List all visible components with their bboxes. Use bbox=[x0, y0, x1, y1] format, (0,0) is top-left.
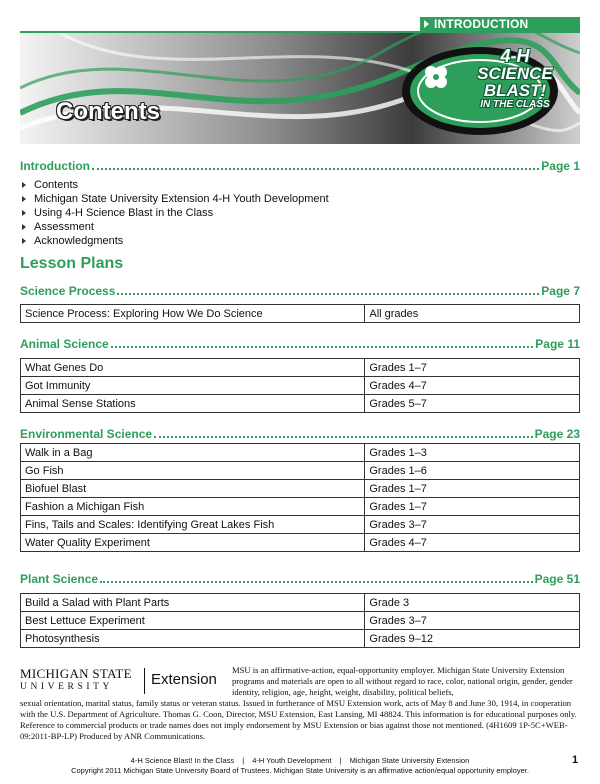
lesson-plans-heading: Lesson Plans bbox=[20, 255, 124, 272]
table-row bbox=[21, 462, 580, 480]
grades-cell: Grade 3 bbox=[365, 594, 580, 612]
toc-leader bbox=[117, 293, 539, 295]
credit-title: 4-H Science Blast! In the Class bbox=[130, 756, 235, 765]
logo-word: MICHIGAN STATE bbox=[20, 666, 132, 681]
table-row bbox=[21, 444, 580, 462]
page-title: Contents bbox=[56, 98, 160, 125]
table-row bbox=[21, 305, 580, 323]
table-row bbox=[21, 395, 580, 413]
table-row bbox=[21, 534, 580, 552]
toc-title: Science Process bbox=[20, 284, 116, 298]
grades-cell: Grades 9–12 bbox=[365, 630, 580, 648]
bullet-arrow-icon bbox=[22, 210, 26, 216]
table-row bbox=[21, 516, 580, 534]
grades-cell: Grades 3–7 bbox=[365, 516, 580, 534]
lesson-cell: Got Immunity bbox=[21, 377, 365, 395]
list-item: Using 4-H Science Blast in the Class bbox=[22, 206, 329, 220]
section-label: INTRODUCTION bbox=[434, 17, 529, 31]
credit-separator: | bbox=[242, 756, 245, 765]
toc-line-science-process[interactable] bbox=[20, 282, 580, 298]
credit-program: 4-H Youth Development bbox=[252, 756, 332, 765]
grades-cell: Grades 1–7 bbox=[365, 480, 580, 498]
toc-line-plant-science[interactable] bbox=[20, 570, 580, 586]
grades-cell: Grades 1–6 bbox=[365, 462, 580, 480]
toc-page: Page 11 bbox=[535, 337, 580, 351]
clover-icon bbox=[425, 66, 447, 88]
grades-cell: Grades 4–7 bbox=[365, 534, 580, 552]
lesson-cell: Go Fish bbox=[21, 462, 365, 480]
logo-divider bbox=[144, 668, 145, 694]
bullet-arrow-icon bbox=[22, 224, 26, 230]
lesson-cell: What Genes Do bbox=[21, 359, 365, 377]
table-row bbox=[21, 377, 580, 395]
logo-extension: Extension bbox=[151, 671, 217, 688]
lesson-cell: Photosynthesis bbox=[21, 630, 365, 648]
toc-title: Plant Science bbox=[20, 572, 99, 586]
toc-line-environmental-science[interactable] bbox=[20, 425, 580, 441]
table-row bbox=[21, 359, 580, 377]
lesson-cell: Fins, Tails and Scales: Identifying Great Lakes Fish bbox=[21, 516, 365, 534]
lesson-cell: Water Quality Experiment bbox=[21, 534, 365, 552]
toc-page: Page 7 bbox=[541, 284, 580, 298]
grades-cell: All grades bbox=[365, 305, 580, 323]
disclaimer-text-1: MSU is an affirmative-action, equal-opportunity employer. Michigan State University Extension programs and materials are open to all without regard to race, color, national origin, gender, gender identity, religion, age, height, weight, disability, political beliefs, bbox=[232, 665, 573, 697]
list-item: Acknowledgments bbox=[22, 234, 329, 248]
lessons-table-animal-science bbox=[20, 358, 580, 413]
bullet-arrow-icon bbox=[22, 182, 26, 188]
lessons-table-plant-science bbox=[20, 593, 580, 648]
credit-org: Michigan State University Extension bbox=[349, 756, 470, 765]
lesson-cell: Animal Sense Stations bbox=[21, 395, 365, 413]
grades-cell: Grades 1–7 bbox=[365, 359, 580, 377]
section-tab bbox=[420, 17, 580, 31]
intro-list bbox=[22, 178, 329, 248]
header-banner bbox=[20, 31, 580, 144]
toc-page: Page 51 bbox=[534, 572, 580, 586]
toc-line-introduction[interactable] bbox=[20, 157, 580, 173]
badge-line-3: BLAST! bbox=[483, 81, 547, 100]
toc-title: Introduction bbox=[20, 159, 90, 173]
bullet-arrow-icon bbox=[22, 238, 26, 244]
grades-cell: Grades 4–7 bbox=[365, 377, 580, 395]
list-item: Assessment bbox=[22, 220, 329, 234]
toc-title: Environmental Science bbox=[20, 427, 153, 441]
table-row bbox=[21, 630, 580, 648]
grades-cell: Grades 3–7 bbox=[365, 612, 580, 630]
credit-separator: | bbox=[339, 756, 342, 765]
lesson-cell: Best Lettuce Experiment bbox=[21, 612, 365, 630]
logo-university: UNIVERSITY bbox=[20, 682, 113, 692]
lessons-table-environmental-science bbox=[20, 443, 580, 552]
table-row bbox=[21, 612, 580, 630]
toc-page: Page 1 bbox=[541, 159, 580, 173]
list-item: Contents bbox=[22, 178, 329, 192]
toc-leader bbox=[100, 581, 533, 583]
table-row bbox=[21, 594, 580, 612]
grades-cell: Grades 1–7 bbox=[365, 498, 580, 516]
toc-leader bbox=[92, 168, 539, 170]
lesson-cell: Science Process: Exploring How We Do Science bbox=[21, 305, 365, 323]
footer-credits bbox=[0, 756, 600, 765]
list-item: Michigan State University Extension 4-H Youth Development bbox=[22, 192, 329, 206]
lesson-cell: Fashion a Michigan Fish bbox=[21, 498, 365, 516]
msu-extension-logo bbox=[20, 666, 225, 696]
table-row bbox=[21, 480, 580, 498]
toc-leader bbox=[111, 346, 534, 348]
footer-copyright: Copyright 2011 Michigan State University Board of Trustees. Michigan State University is an affirmative action/equal opportunity employer. bbox=[71, 766, 529, 775]
bullet-arrow-icon bbox=[22, 196, 26, 202]
disclaimer-text-2: sexual orientation, marital status, family status or veteran status. Issued in furtherance of MSU Extension work, acts of May 8 and June 30, 1914, in cooperation with the U.S. Department of Agriculture. Thomas G. Coon, Director, MSU Extension, East Lansing, MI 48824. This information is for educational purposes only. Reference to commercial products or trade names does not imply endorsement by MSU Extension or bias against those not mentioned. (4H1609 1P-5C+WEB-09:2011-BP-LP) Produced by ANR Communications. bbox=[20, 698, 577, 741]
lesson-cell: Build a Salad with Plant Parts bbox=[21, 594, 365, 612]
badge-line-1: 4-H bbox=[500, 46, 530, 66]
badge-line-4: IN THE CLASS bbox=[480, 99, 550, 110]
badge-text bbox=[450, 47, 580, 110]
badge-line-2: SCIENCE bbox=[477, 64, 553, 83]
triangle-icon bbox=[424, 20, 429, 28]
lesson-cell: Biofuel Blast bbox=[21, 480, 365, 498]
table-row bbox=[21, 498, 580, 516]
toc-line-animal-science[interactable] bbox=[20, 335, 580, 351]
lessons-table-science-process bbox=[20, 304, 580, 323]
toc-page: Page 23 bbox=[534, 427, 580, 441]
grades-cell: Grades 5–7 bbox=[365, 395, 580, 413]
lesson-cell: Walk in a Bag bbox=[21, 444, 365, 462]
toc-title: Animal Science bbox=[20, 337, 109, 351]
page-number: 1 bbox=[572, 754, 579, 766]
toc-leader bbox=[154, 436, 533, 438]
grades-cell: Grades 1–3 bbox=[365, 444, 580, 462]
